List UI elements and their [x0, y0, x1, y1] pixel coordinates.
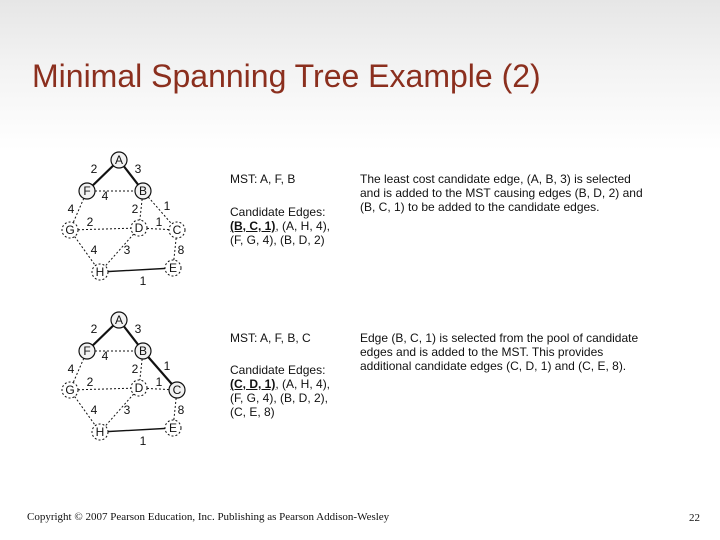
- node-f: [79, 183, 95, 199]
- svg-text:A: A: [114, 153, 124, 167]
- mst-step2: MST: A, F, B, C: [230, 331, 311, 345]
- weight-ce: 8: [177, 243, 185, 257]
- weight-ab: 3: [134, 322, 142, 336]
- edge-gd: [70, 388, 139, 390]
- page-number: 22: [689, 512, 700, 524]
- svg-text:F: F: [83, 184, 91, 198]
- weight-gh: 4: [90, 243, 98, 257]
- weight-fb: 4: [101, 189, 109, 203]
- svg-text:C: C: [172, 223, 182, 237]
- node-b: [135, 183, 151, 199]
- weight-bc: 1: [163, 199, 171, 213]
- candidate-highlight-step2: (C, D, 1): [230, 377, 276, 391]
- edge-dh: [100, 228, 139, 272]
- candidate-rest-step2: , (A, H, 4),: [275, 377, 331, 391]
- svg-text:C: C: [172, 383, 182, 397]
- node-c: [169, 222, 185, 238]
- candidate-line4-step2: (C, E, 8): [230, 405, 275, 419]
- mst-step1: MST: A, F, B: [230, 172, 296, 186]
- weight-dh: 3: [123, 403, 131, 417]
- candidate-label-step1: Candidate Edges:: [230, 205, 326, 219]
- weight-af: 2: [90, 322, 98, 336]
- svg-text:F: F: [83, 344, 91, 358]
- candidate-highlight-step1: (B, C, 1): [230, 219, 276, 233]
- weight-bd: 2: [131, 202, 139, 216]
- weight-ce: 8: [177, 403, 185, 417]
- graph-step2: [55, 310, 200, 450]
- edge-he: [100, 268, 173, 272]
- node-e: [165, 420, 181, 436]
- node-d: [131, 380, 147, 396]
- svg-text:B: B: [138, 344, 148, 358]
- weight-af: 2: [90, 162, 98, 176]
- node-a: [111, 152, 127, 168]
- svg-text:G: G: [65, 223, 75, 237]
- node-g: [62, 382, 78, 398]
- svg-text:E: E: [168, 261, 178, 275]
- node-a: [111, 312, 127, 328]
- graph-step1: [55, 150, 200, 290]
- svg-text:H: H: [95, 265, 105, 279]
- weight-he: 1: [139, 274, 147, 288]
- weight-dc: 1: [155, 375, 163, 389]
- node-d: [131, 220, 147, 236]
- copyright-footer: Copyright © 2007 Pearson Education, Inc. Publishing as Pearson Addison-Wesley: [27, 511, 390, 523]
- weight-ab: 3: [134, 162, 142, 176]
- node-c: [169, 382, 185, 398]
- node-h: [92, 424, 108, 440]
- candidate-rest-step1: , (A, H, 4),: [275, 219, 331, 233]
- weight-dc: 1: [155, 215, 163, 229]
- svg-text:B: B: [138, 184, 148, 198]
- svg-text:D: D: [134, 381, 144, 395]
- candidate-line3-step1: (F, G, 4), (B, D, 2): [230, 233, 325, 247]
- weight-dh: 3: [123, 243, 131, 257]
- svg-text:H: H: [95, 425, 105, 439]
- svg-text:D: D: [134, 221, 144, 235]
- description-step2: Edge (B, C, 1) is selected from the pool of candidate edges and is added to the MST. This provides additional candidate edges (C, D, 1) and (C, E, 8).: [360, 331, 639, 373]
- weight-gd: 2: [86, 375, 94, 389]
- edge-gd: [70, 228, 139, 230]
- node-e: [165, 260, 181, 276]
- candidates-step1: [230, 205, 330, 247]
- edge-he: [100, 428, 173, 432]
- node-b: [135, 343, 151, 359]
- description-step1: The least cost candidate edge, (A, B, 3) is selected and is added to the MST causing edges (B, D, 2) and (B, C, 1) to be added to the candidate edges.: [360, 172, 643, 214]
- candidate-label-step2: Candidate Edges:: [230, 363, 326, 377]
- weight-he: 1: [139, 434, 147, 448]
- svg-text:A: A: [114, 313, 124, 327]
- weight-gh: 4: [90, 403, 98, 417]
- edge-dh: [100, 388, 139, 432]
- svg-text:G: G: [65, 383, 75, 397]
- node-f: [79, 343, 95, 359]
- svg-text:E: E: [168, 421, 178, 435]
- slide-title: Minimal Spanning Tree Example (2): [32, 58, 541, 94]
- weight-fg: 4: [67, 202, 75, 216]
- node-h: [92, 264, 108, 280]
- candidate-line3-step2: (F, G, 4), (B, D, 2),: [230, 391, 329, 405]
- weight-gd: 2: [86, 215, 94, 229]
- candidates-step2: [230, 363, 330, 419]
- node-g: [62, 222, 78, 238]
- weight-fg: 4: [67, 362, 75, 376]
- weight-bc: 1: [163, 359, 171, 373]
- weight-bd: 2: [131, 362, 139, 376]
- weight-fb: 4: [101, 349, 109, 363]
